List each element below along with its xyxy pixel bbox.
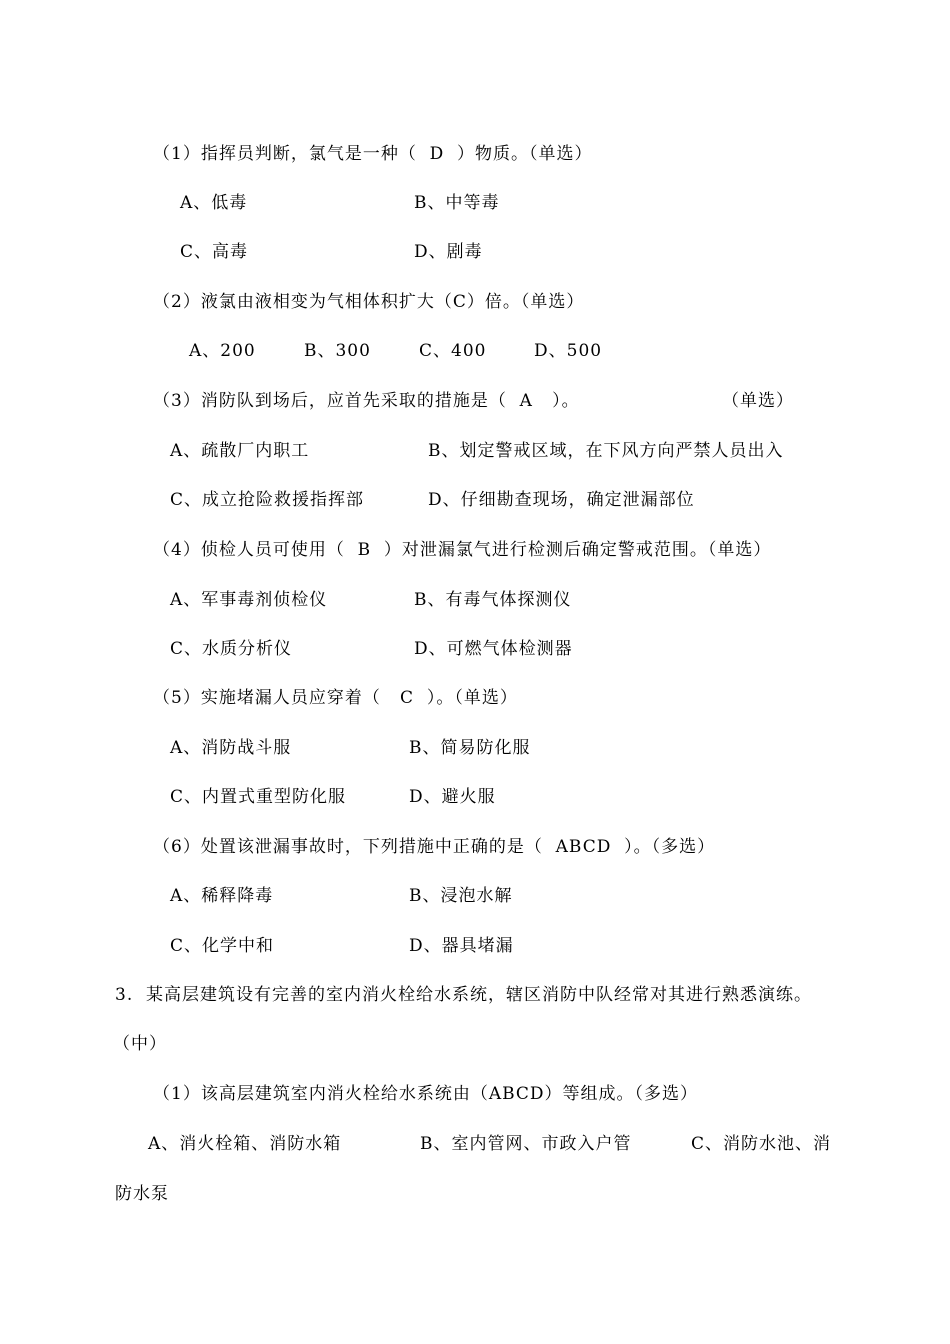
question-3-sub1-option-c-continued: 防水泵 — [115, 1184, 169, 1204]
question-2-option-c: C、400 — [419, 341, 487, 361]
question-1-option-c: C、高毒 — [180, 242, 249, 262]
question-6-stem: （6）处置该泄漏事故时，下列措施中正确的是（ ABCD ）。（多选） — [153, 837, 716, 857]
question-3-sub1-option-b: B、室内管网、市政入户管 — [420, 1134, 632, 1154]
question-4-option-c: C、水质分析仪 — [170, 639, 293, 659]
question-6-option-a: A、稀释降毒 — [170, 886, 274, 906]
question-3-type-note: （单选） — [722, 391, 794, 411]
question-4-option-b: B、有毒气体探测仪 — [414, 590, 572, 610]
question-3-option-b: B、划定警戒区域，在下风方向严禁人员出入 — [428, 441, 784, 461]
question-5-option-d: D、避火服 — [409, 787, 496, 807]
question-3-option-d: D、仔细勘查现场，确定泄漏部位 — [428, 490, 695, 510]
question-1-option-d: D、剧毒 — [414, 242, 483, 262]
question-2-option-a: A、200 — [189, 341, 256, 361]
question-5-option-c: C、内置式重型防化服 — [170, 787, 347, 807]
question-5-option-b: B、简易防化服 — [409, 738, 531, 758]
question-1-option-a: A、低毒 — [180, 193, 248, 213]
question-4-stem: （4）侦检人员可使用（ B ）对泄漏氯气进行检测后确定警戒范围。（单选） — [153, 540, 772, 560]
question-1-option-b: B、中等毒 — [414, 193, 500, 213]
question-6-option-d: D、器具堵漏 — [409, 936, 514, 956]
question-3-sub1-stem: （1）该高层建筑室内消火栓给水系统由（ABCD）等组成。（多选） — [153, 1084, 699, 1104]
question-2-option-b: B、300 — [304, 341, 371, 361]
question-3-option-a: A、疏散厂内职工 — [170, 441, 310, 461]
question-3-sub1-option-a: A、消火栓箱、消防水箱 — [148, 1134, 342, 1154]
question-5-option-a: A、消防战斗服 — [170, 738, 292, 758]
question-2-option-d: D、500 — [534, 341, 603, 361]
question-3-stem: （3）消防队到场后，应首先采取的措施是（ A ）。 — [153, 391, 580, 411]
question-2-stem: （2）液氯由液相变为气相体积扩大（C）倍。（单选） — [153, 292, 585, 312]
question-3-main-stem: 3. 某高层建筑设有完善的室内消火栓给水系统，辖区消防中队经常对其进行熟悉演练。 — [115, 985, 813, 1005]
question-6-option-b: B、浸泡水解 — [409, 886, 513, 906]
question-3-difficulty: （中） — [113, 1034, 167, 1054]
question-3-option-c: C、成立抢险救援指挥部 — [170, 490, 365, 510]
question-4-option-d: D、可燃气体检测器 — [414, 639, 573, 659]
question-3-sub1-option-c: C、消防水池、消 — [691, 1134, 832, 1154]
question-4-option-a: A、军事毒剂侦检仪 — [170, 590, 328, 610]
question-5-stem: （5）实施堵漏人员应穿着（ C ）。（单选） — [153, 688, 518, 708]
question-6-option-c: C、化学中和 — [170, 936, 275, 956]
question-1-stem: （1）指挥员判断，氯气是一种（ D ）物质。（单选） — [153, 144, 593, 164]
